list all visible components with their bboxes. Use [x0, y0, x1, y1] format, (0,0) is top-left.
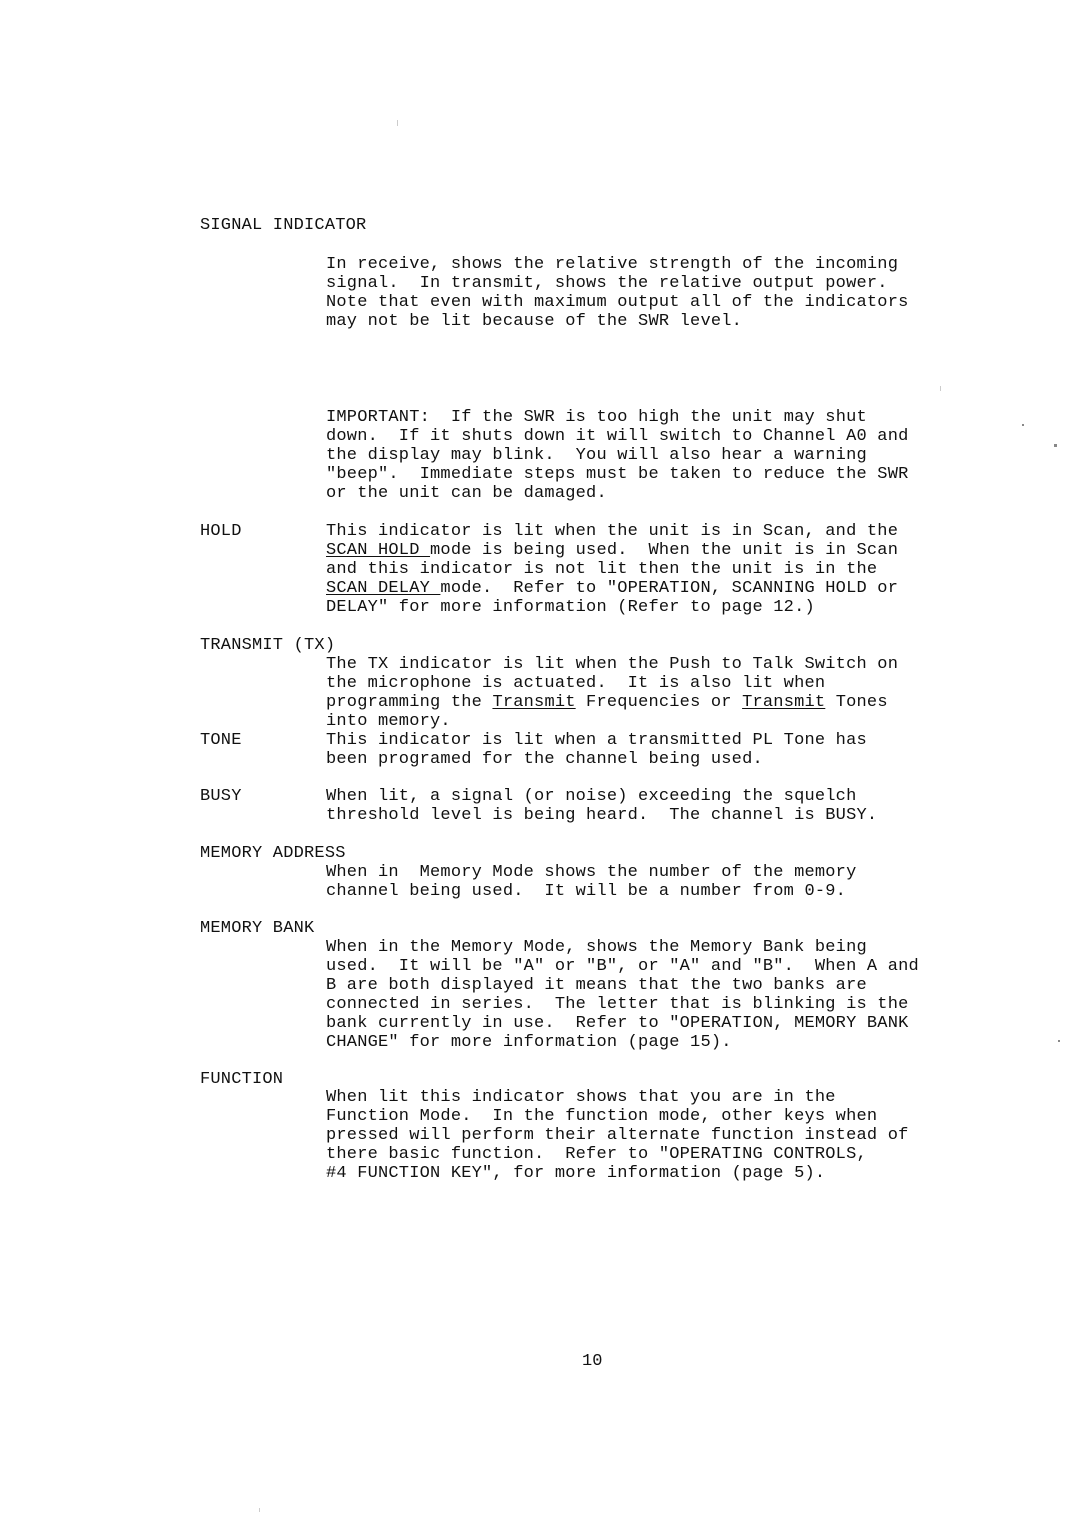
text-line: DELAY" for more information (Refer to page 12.): [326, 598, 815, 617]
text-fragment: mode. Refer to "OPERATION, SCANNING HOLD or: [440, 579, 899, 598]
text-line: into memory.: [326, 712, 451, 731]
text-line: This indicator is lit when the unit is in Scan, and the: [326, 522, 899, 541]
text-line: Function Mode. In the function mode, other keys when: [326, 1107, 878, 1126]
scan-speck: [397, 120, 398, 126]
text-fragment: Tones: [825, 693, 888, 712]
text-line: connected in series. The letter that is blinking is the: [326, 995, 909, 1014]
text-line: When lit, a signal (or noise) exceeding the squelch: [326, 787, 857, 806]
text-line: been programed for the channel being used.: [326, 750, 763, 769]
text-line: Note that even with maximum output all of the indicators: [326, 293, 909, 312]
text-line: "beep". Immediate steps must be taken to reduce the SWR: [326, 465, 909, 484]
function-heading: FUNCTION: [200, 1070, 284, 1089]
text-line: The TX indicator is lit when the Push to Talk Switch on: [326, 655, 899, 674]
transmit-term: Transmit: [742, 693, 826, 712]
text-line: the display may blink. You will also hear a warning: [326, 446, 867, 465]
scan-speck: [1058, 1040, 1060, 1042]
text-line: [326, 579, 1026, 598]
text-fragment: Frequencies or: [575, 693, 743, 712]
scan-delay-term: SCAN DELAY: [326, 579, 441, 598]
tone-description: [326, 731, 1026, 769]
text-line: pressed will perform their alternate function instead of: [326, 1126, 909, 1145]
tone-heading: TONE: [200, 731, 242, 750]
scan-speck: [940, 386, 941, 391]
text-line: This indicator is lit when a transmitted PL Tone has: [326, 731, 867, 750]
text-line: may not be lit because of the SWR level.: [326, 312, 743, 331]
text-line: channel being used. It will be a number from 0-9.: [326, 882, 847, 901]
busy-heading: BUSY: [200, 787, 242, 806]
scan-speck: [1022, 424, 1024, 426]
memory-bank-description: [326, 938, 1026, 1052]
important-label: IMPORTANT:: [326, 408, 431, 427]
hold-description: [326, 522, 1026, 617]
memory-bank-heading: MEMORY BANK: [200, 919, 315, 938]
text-line: bank currently in use. Refer to "OPERATION, MEMORY BANK: [326, 1014, 909, 1033]
scan-speck: [259, 1508, 260, 1512]
text-fragment: mode is being used. When the unit is in Scan: [430, 541, 899, 560]
text-line: down. If it shuts down it will switch to Channel A0 and: [326, 427, 909, 446]
memory-address-description: [326, 863, 1026, 901]
text-line: [326, 408, 1026, 427]
important-note: [326, 408, 1026, 503]
text-line: used. It will be "A" or "B", or "A" and "B". When A and: [326, 957, 919, 976]
transmit-heading: TRANSMIT (TX): [200, 636, 336, 655]
text-line: threshold level is being heard. The channel is BUSY.: [326, 806, 878, 825]
text-line: When in the Memory Mode, shows the Memory Bank being: [326, 938, 867, 957]
memory-address-heading: MEMORY ADDRESS: [200, 844, 346, 863]
text-line: CHANGE" for more information (page 15).: [326, 1033, 732, 1052]
important-first-line: If the SWR is too high the unit may shut: [430, 408, 867, 427]
scan-hold-term: SCAN HOLD: [326, 541, 431, 560]
text-line: [326, 541, 1026, 560]
text-line: When in Memory Mode shows the number of the memory: [326, 863, 857, 882]
text-line: there basic function. Refer to "OPERATING CONTROLS,: [326, 1145, 867, 1164]
text-line: signal. In transmit, shows the relative output power.: [326, 274, 888, 293]
signal-indicator-heading: SIGNAL INDICATOR: [200, 216, 367, 235]
busy-description: [326, 787, 1026, 825]
signal-indicator-description: [326, 255, 1026, 331]
text-line: [326, 693, 1026, 712]
scan-speck: [1054, 444, 1057, 447]
hold-heading: HOLD: [200, 522, 242, 541]
text-line: When lit this indicator shows that you are in the: [326, 1088, 836, 1107]
text-line: In receive, shows the relative strength of the incoming: [326, 255, 899, 274]
transmit-description: [326, 655, 1026, 731]
text-line: the microphone is actuated. It is also lit when: [326, 674, 826, 693]
text-line: and this indicator is not lit then the unit is in the: [326, 560, 878, 579]
text-line: B are both displayed it means that the two banks are: [326, 976, 867, 995]
page-number: 10: [582, 1352, 603, 1371]
transmit-term: Transmit: [492, 693, 576, 712]
function-description: [326, 1088, 1026, 1183]
text-line: or the unit can be damaged.: [326, 484, 607, 503]
text-line: #4 FUNCTION KEY", for more information (page 5).: [326, 1164, 826, 1183]
text-fragment: programming the: [326, 693, 493, 712]
